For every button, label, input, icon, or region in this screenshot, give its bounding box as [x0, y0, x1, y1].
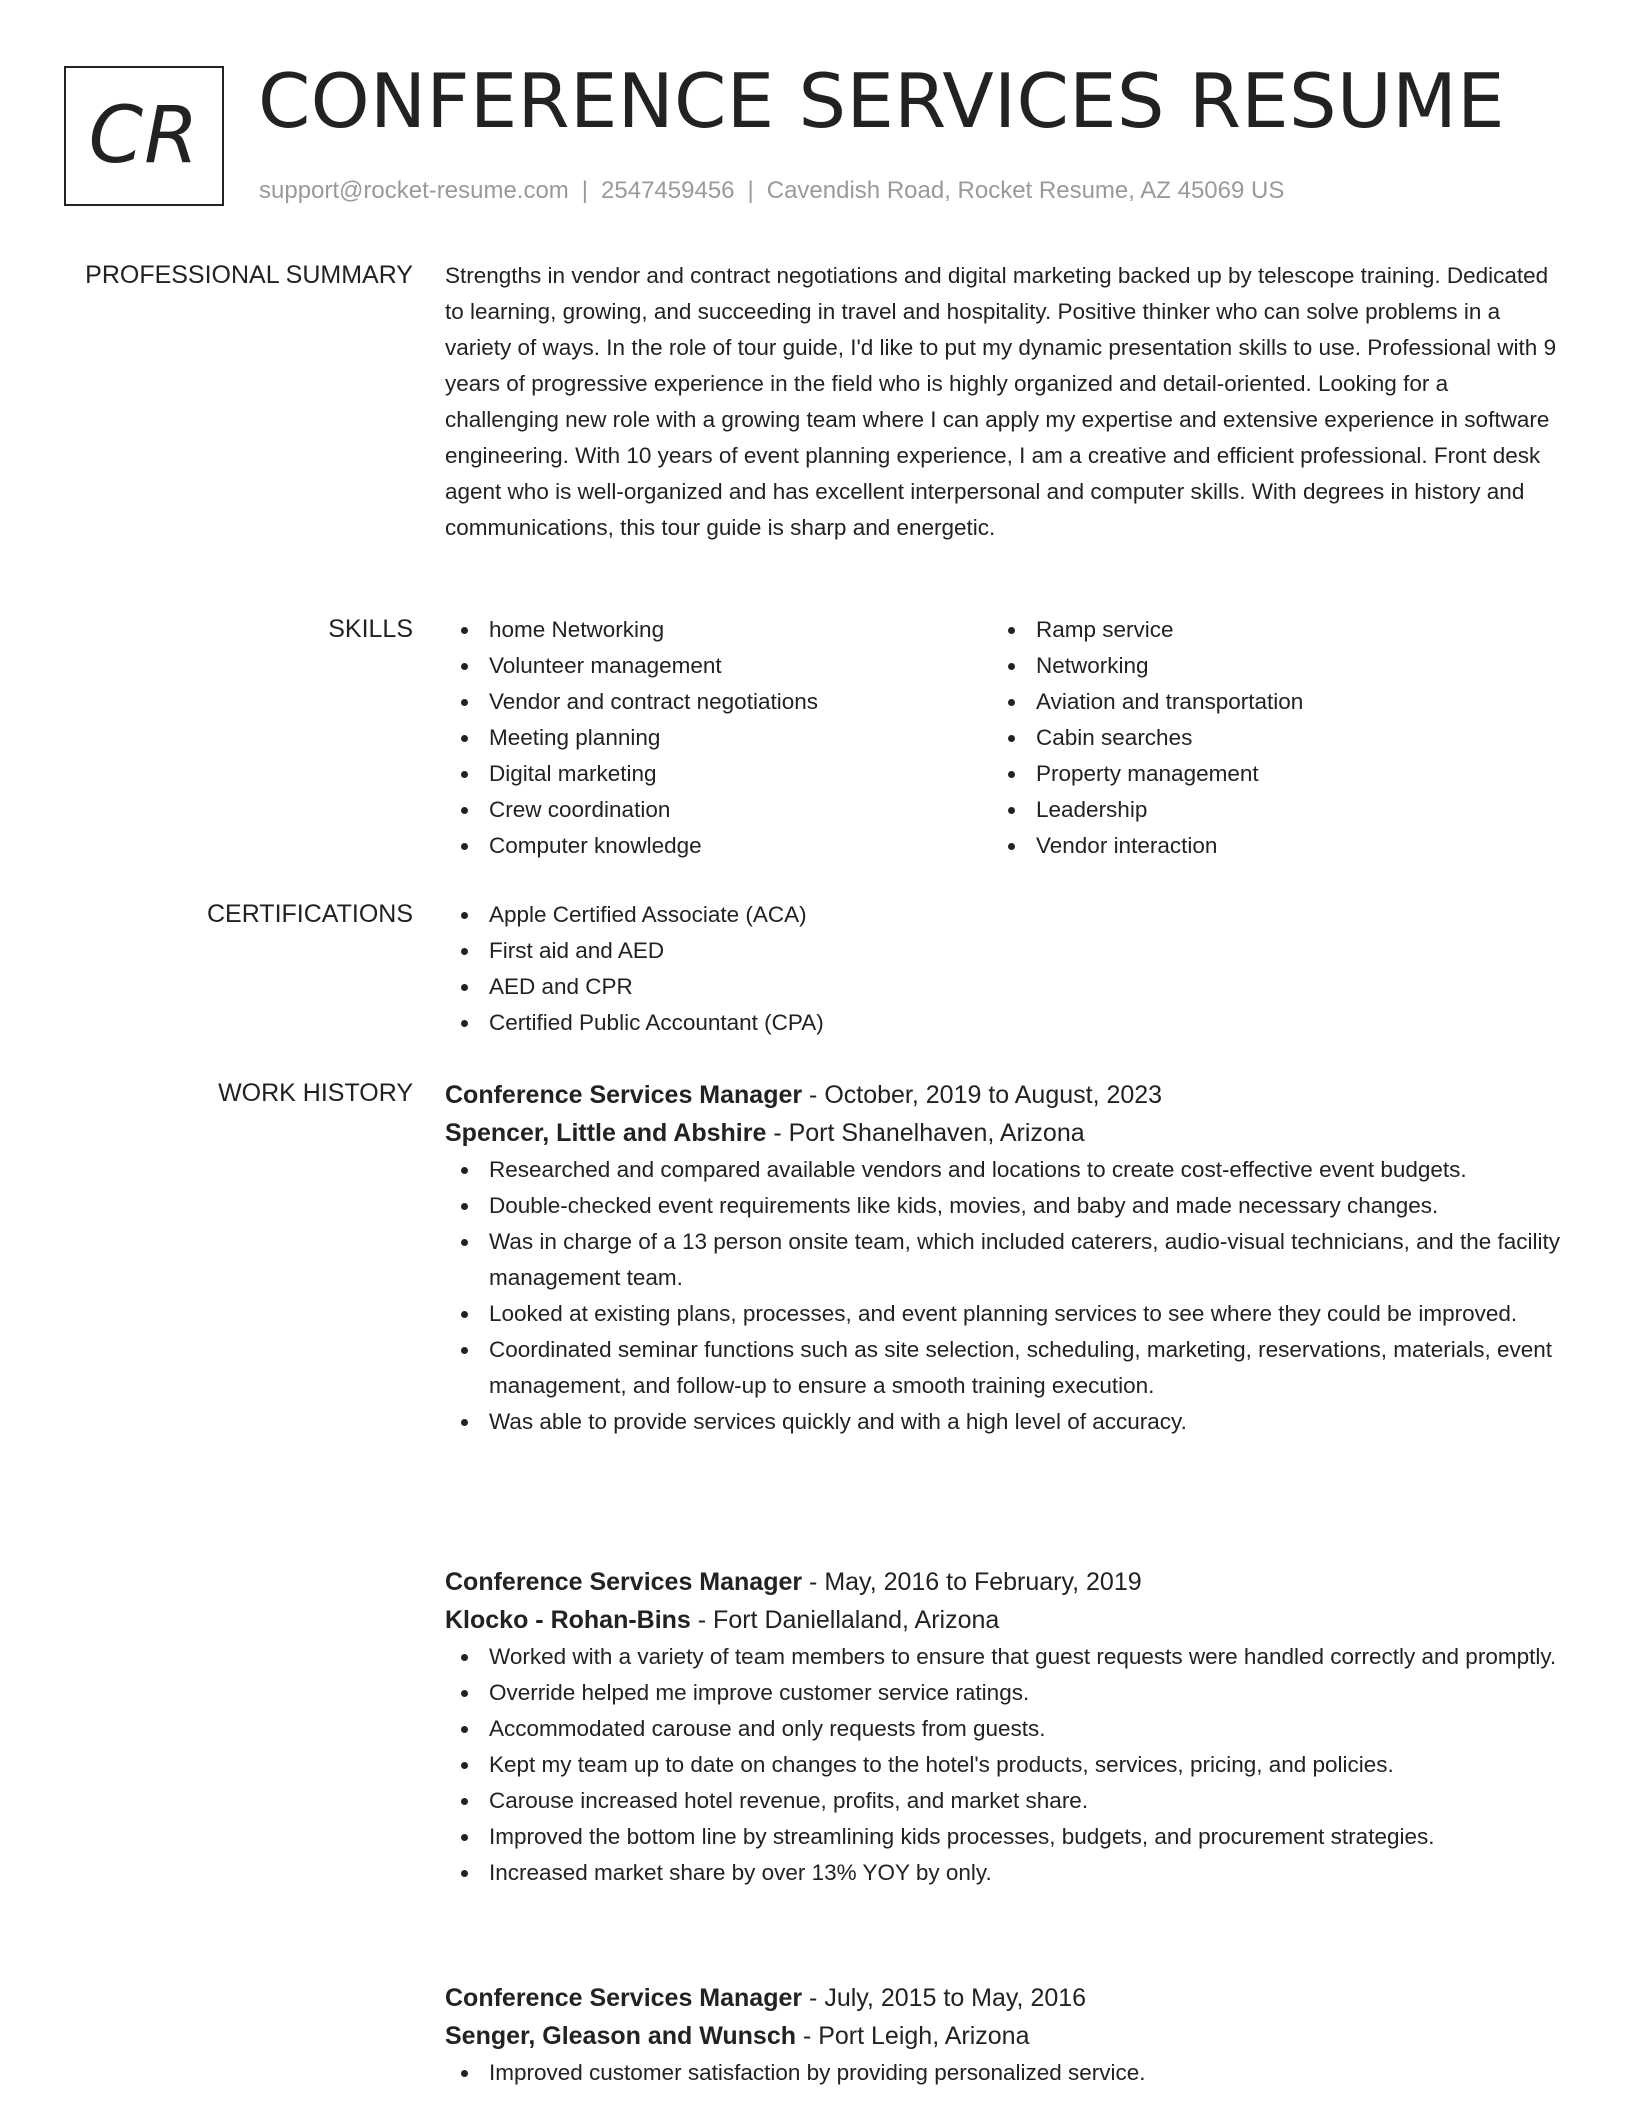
job-duty-item: Override helped me improve customer service ratings. — [445, 1675, 1565, 1711]
job-duty-item: Increased market share by over 13% YOY by only. — [445, 1855, 1565, 1891]
skill-item: Meeting planning — [445, 720, 985, 756]
job-company-line — [445, 1601, 1565, 1639]
job-company: Spencer, Little and Abshire — [445, 1119, 767, 1147]
job-duty-item: Improved customer satisfaction by providing personalized service. — [445, 2055, 1565, 2091]
job-duty-item: Worked with a variety of team members to ensure that guest requests were handled correctly and promptly. — [445, 1639, 1565, 1675]
certifications-heading: CERTIFICATIONS — [206, 900, 413, 928]
job-dates: - October, 2019 to August, 2023 — [802, 1081, 1163, 1109]
resume-title: CONFERENCE SERVICES RESUME — [258, 57, 1505, 145]
job-duties-list — [445, 2055, 1565, 2091]
monogram-logo: CR — [64, 66, 224, 206]
job-duty-item: Improved the bottom line by streamlining kids processes, budgets, and procurement strategies. — [445, 1819, 1565, 1855]
skill-item: Digital marketing — [445, 756, 985, 792]
skill-item: Aviation and transportation — [992, 684, 1532, 720]
skills-list-left — [445, 612, 985, 864]
skill-item: Property management — [992, 756, 1532, 792]
job-location: - Port Shanelhaven, Arizona — [766, 1119, 1085, 1147]
job-duty-item: Was able to provide services quickly and with a high level of accuracy. — [445, 1404, 1565, 1440]
job-duty-item: Kept my team up to date on changes to the hotel's products, services, pricing, and policies. — [445, 1747, 1565, 1783]
job-duty-item: Looked at existing plans, processes, and event planning services to see where they could be improved. — [445, 1296, 1565, 1332]
skill-item: home Networking — [445, 612, 985, 648]
job-role: Conference Services Manager — [445, 1984, 803, 2012]
skill-item: Vendor interaction — [992, 828, 1532, 864]
job-dates: - July, 2015 to May, 2016 — [802, 1984, 1087, 2012]
skills-heading: SKILLS — [328, 615, 413, 643]
skill-item: Ramp service — [992, 612, 1532, 648]
job-role: Conference Services Manager — [445, 1568, 803, 1596]
skills-list-right — [992, 612, 1532, 864]
summary-body — [445, 258, 1565, 546]
contact-email[interactable]: support@rocket-resume.com — [259, 177, 569, 204]
job-duty-item: Researched and compared available vendors and locations to create cost-effective event budgets. — [445, 1152, 1565, 1188]
skill-item: Computer knowledge — [445, 828, 985, 864]
job-location: - Fort Daniellaland, Arizona — [690, 1606, 1000, 1634]
job-duty-item: Carouse increased hotel revenue, profits, and market share. — [445, 1783, 1565, 1819]
summary-heading: PROFESSIONAL SUMMARY — [85, 261, 413, 289]
contact-separator: | — [581, 177, 589, 204]
job-company: Senger, Gleason and Wunsch — [445, 2022, 797, 2050]
skill-item: Leadership — [992, 792, 1532, 828]
skills-columns — [445, 612, 1565, 872]
contact-phone[interactable]: 2547459456 — [601, 177, 735, 204]
contact-line — [259, 176, 1284, 206]
job-title-line — [445, 1563, 1565, 1601]
contact-separator: | — [747, 177, 754, 204]
skill-item: Vendor and contract negotiations — [445, 684, 985, 720]
skill-item: Volunteer management — [445, 648, 985, 684]
job-role: Conference Services Manager — [445, 1081, 803, 1109]
work-history-heading: WORK HISTORY — [218, 1079, 413, 1107]
certification-item: AED and CPR — [445, 969, 1565, 1005]
job-location: - Port Leigh, Arizona — [796, 2022, 1030, 2050]
job-title-line — [445, 1076, 1565, 1114]
skill-item: Crew coordination — [445, 792, 985, 828]
job-company: Klocko - Rohan-Bins — [445, 1606, 691, 1634]
certifications-list — [445, 897, 1565, 1041]
job-duty-item: Accommodated carouse and only requests from guests. — [445, 1711, 1565, 1747]
certification-item: Certified Public Accountant (CPA) — [445, 1005, 1565, 1041]
skill-item: Cabin searches — [992, 720, 1532, 756]
job-entry — [445, 1076, 1565, 1440]
job-dates: - May, 2016 to February, 2019 — [802, 1568, 1142, 1596]
job-title-line — [445, 1979, 1565, 2017]
skill-item: Networking — [992, 648, 1532, 684]
job-company-line — [445, 2017, 1565, 2055]
job-duty-item: Was in charge of a 13 person onsite team, which included caterers, audio-visual technicians, and the facility management team. — [445, 1224, 1565, 1296]
summary-text: Strengths in vendor and contract negotiations and digital marketing backed up by telescope training. Dedicated to learning, growing, and succeeding in travel and hospitality. Positive thinker who can solve problems in a variety of ways. In the role of tour guide, I'd like to put my dynamic presentation skills to use. Professional with 9 years of progressive experience in the field who is highly organized and detail-oriented. Looking for a challenging new role with a growing team where I can apply my expertise and extensive experience in software engineering. With 10 years of event planning experience, I am a creative and efficient professional. Front desk agent who is well-organized and has excellent interpersonal and computer skills. With degrees in history and communications, this tour guide is sharp and energetic. — [445, 263, 1557, 540]
job-duties-list — [445, 1639, 1565, 1891]
job-entry — [445, 1563, 1565, 1891]
job-duties-list — [445, 1152, 1565, 1440]
certification-item: First aid and AED — [445, 933, 1565, 969]
job-company-line — [445, 1114, 1565, 1152]
job-duty-item: Double-checked event requirements like kids, movies, and baby and made necessary changes. — [445, 1188, 1565, 1224]
contact-address: Cavendish Road, Rocket Resume, AZ 45069 US — [766, 177, 1285, 204]
skills-body — [445, 612, 1565, 872]
job-entry — [445, 1979, 1565, 2091]
job-duty-item: Coordinated seminar functions such as site selection, scheduling, marketing, reservations, materials, event management, and follow-up to ensure a smooth training execution. — [445, 1332, 1565, 1404]
certification-item: Apple Certified Associate (ACA) — [445, 897, 1565, 933]
certifications-body — [445, 897, 1565, 1041]
